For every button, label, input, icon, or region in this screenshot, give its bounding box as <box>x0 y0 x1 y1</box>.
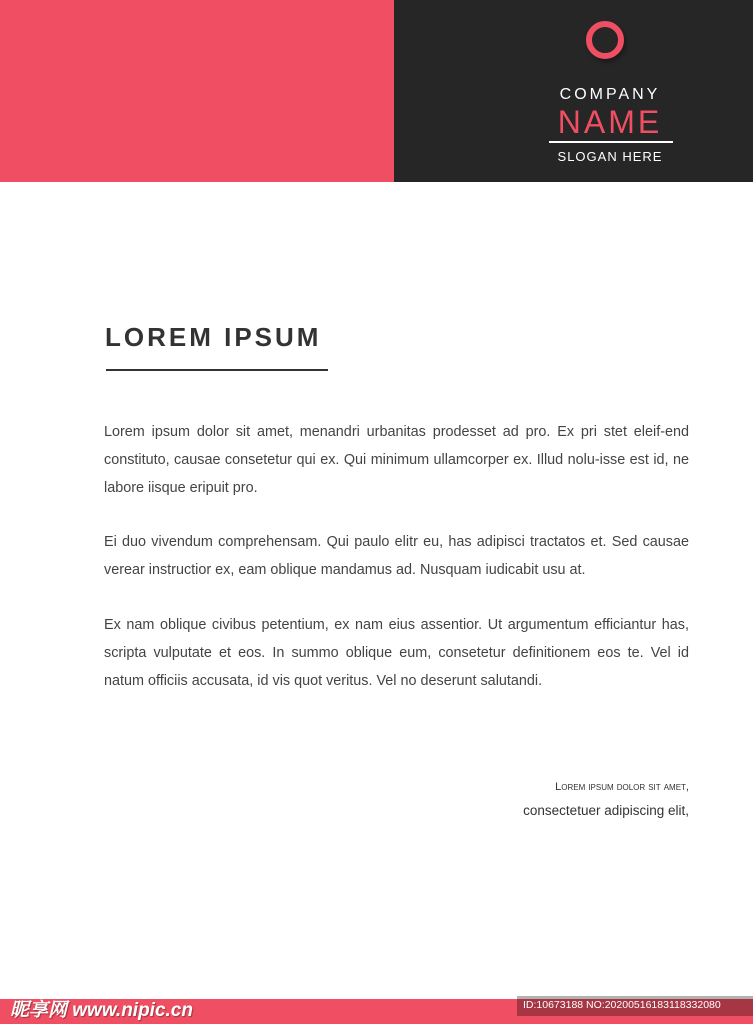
watermark-id: ID:10673188 NO:20200516183118332080 <box>523 999 721 1011</box>
signature-line-2: consectetuer adipiscing elit, <box>523 803 689 818</box>
body-paragraph-1: Lorem ipsum dolor sit amet, menandri urbanitas prodesset ad pro. Ex pri stet eleif-end constituto, causae consetetur qui ex. Qui minimum ullamcorper ex. Illud nolu-isse est id, ne labore iisque eripuit pro. <box>104 424 689 496</box>
body-paragraph-2: Ei duo vivendum comprehensam. Qui paulo elitr eu, has adipisci tractatos et. Sed causae verear instructior ex, eam oblique mandamus ad. Nusquam iudicabit usu at. <box>104 534 689 578</box>
name-underline <box>549 141 673 143</box>
company-name: NAME <box>557 104 663 140</box>
signature-line-1: Lorem ipsum dolor sit amet, <box>555 781 689 793</box>
document-heading: LOREM IPSUM <box>105 322 322 352</box>
ring-icon <box>586 21 624 59</box>
heading-divider <box>106 369 328 371</box>
body-paragraph-3: Ex nam oblique civibus petentium, ex nam eius assentior. Ut argumentum efficiantur has, scripta vulputate et eos. In summo oblique eum, consetetur definitionem eos te. Vel id natum officiis accusata, id vis quot veritus. Vel no deserunt salutandi. <box>104 617 689 689</box>
watermark-site: 昵享网 www.nipic.cn <box>10 1000 193 1021</box>
slogan: SLOGAN HERE <box>557 149 663 164</box>
company-label: COMPANY <box>559 86 661 103</box>
header-accent-block <box>0 0 394 182</box>
